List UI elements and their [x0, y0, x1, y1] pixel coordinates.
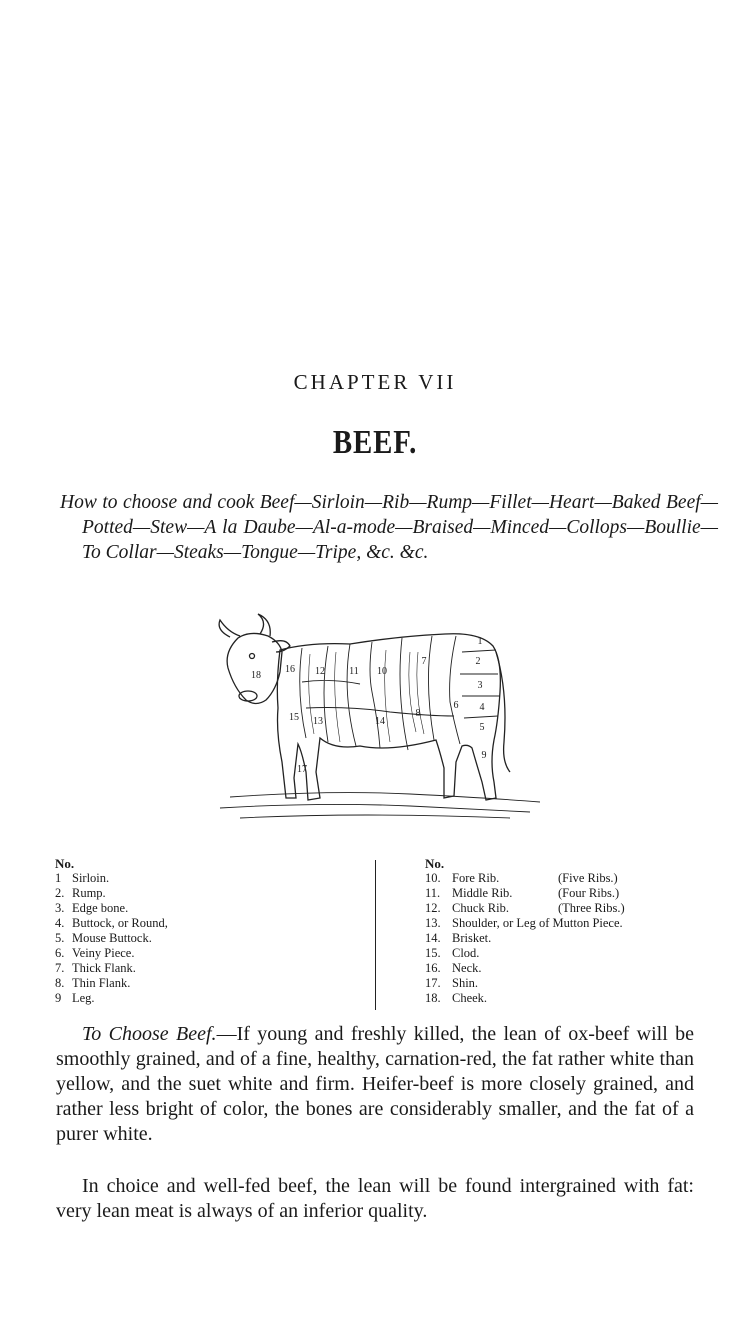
legend-row: 17. Shin. [425, 976, 479, 990]
paragraph-well-fed-beef: In choice and well-fed beef, the lean will be found intergrained with fat: very lean meat is always of an inferior quality. [56, 1175, 694, 1222]
cut-label-16: 16 [285, 664, 295, 675]
chapter-contents: How to choose and cook Beef—Sirloin—Rib—Rump—Fillet—Heart—Baked Beef—Potted—Stew—A la Daube—Al-a-mode—Braised—Minced—Collops—Boullie—To Collar—Steaks—Tongue—Tripe, &c. &c. [60, 492, 718, 563]
legend-row: 12. Chuck Rib. (Three Ribs.) [425, 901, 625, 915]
paragraph-lead: To Choose Beef. [82, 1023, 217, 1045]
cut-label-3: 3 [477, 680, 483, 691]
paragraph-choose-beef [56, 1022, 694, 1147]
legend-row: 15. Clod. [425, 946, 480, 960]
cut-label-14: 14 [375, 716, 385, 727]
cut-label-5: 5 [479, 722, 485, 733]
legend-right [425, 856, 725, 1006]
legend-row: 9 Leg. [55, 991, 95, 1005]
cut-label-17: 17 [297, 764, 307, 775]
cut-label-15: 15 [289, 712, 299, 723]
cut-label-12: 12 [315, 666, 325, 677]
paragraph-body: —If young and freshly killed, the lean of ox-beef will be smoothly grained, and of a fine, healthy, carnation-red, the fat rather white than yellow, and the suet white and firm. Heifer-beef is more closely grained, and rather less bright of color, the bones are considerably smaller, and the fat of a purer white. [56, 1023, 694, 1145]
legend-row: 11. Middle Rib. (Four Ribs.) [425, 886, 620, 900]
legend-row: 5. Mouse Buttock. [55, 931, 152, 945]
legend-row: 3. Edge bone. [55, 901, 129, 915]
legend-right-header: No. [425, 856, 445, 871]
legend-row: 13. Shoulder, or Leg of Mutton Piece. [425, 916, 623, 930]
legend-row: 8. Thin Flank. [55, 976, 131, 990]
legend-row: 14. Brisket. [425, 931, 492, 945]
cut-label-10: 10 [377, 666, 387, 677]
cow-body [277, 634, 500, 800]
cut-label-13: 13 [313, 716, 323, 727]
cut-lines [300, 636, 500, 750]
cut-label-7: 7 [421, 656, 427, 667]
cut-label-11: 11 [349, 666, 359, 677]
legend-row: 10. Fore Rib. (Five Ribs.) [425, 871, 618, 885]
chapter-heading: CHAPTER VII [293, 370, 457, 394]
cut-label-2: 2 [475, 656, 481, 667]
legend-divider [375, 860, 376, 1010]
cut-label-6: 6 [453, 700, 459, 711]
cut-label-4: 4 [479, 702, 485, 713]
legend-left-header: No. [55, 856, 75, 871]
legend-row: 6. Veiny Piece. [55, 946, 135, 960]
cow-eye [250, 654, 255, 659]
cow-horns [219, 614, 270, 637]
page-title: BEEF. [332, 424, 418, 461]
legend-row: 1 Sirloin. [55, 871, 110, 885]
beef-cuts-diagram [210, 612, 545, 832]
legend-row: 16. Neck. [425, 961, 482, 975]
legend-row: 18. Cheek. [425, 991, 488, 1005]
cut-label-8: 8 [415, 708, 421, 719]
cut-label-18: 18 [251, 670, 261, 681]
ground-shading [220, 793, 540, 818]
legend-row: 4. Buttock, or Round, [55, 916, 168, 930]
legend-row: 7. Thick Flank. [55, 961, 136, 975]
legend-row: 2. Rump. [55, 886, 106, 900]
cut-label-9: 9 [481, 750, 487, 761]
legend-left [55, 856, 355, 1006]
cut-label-1: 1 [477, 636, 483, 647]
